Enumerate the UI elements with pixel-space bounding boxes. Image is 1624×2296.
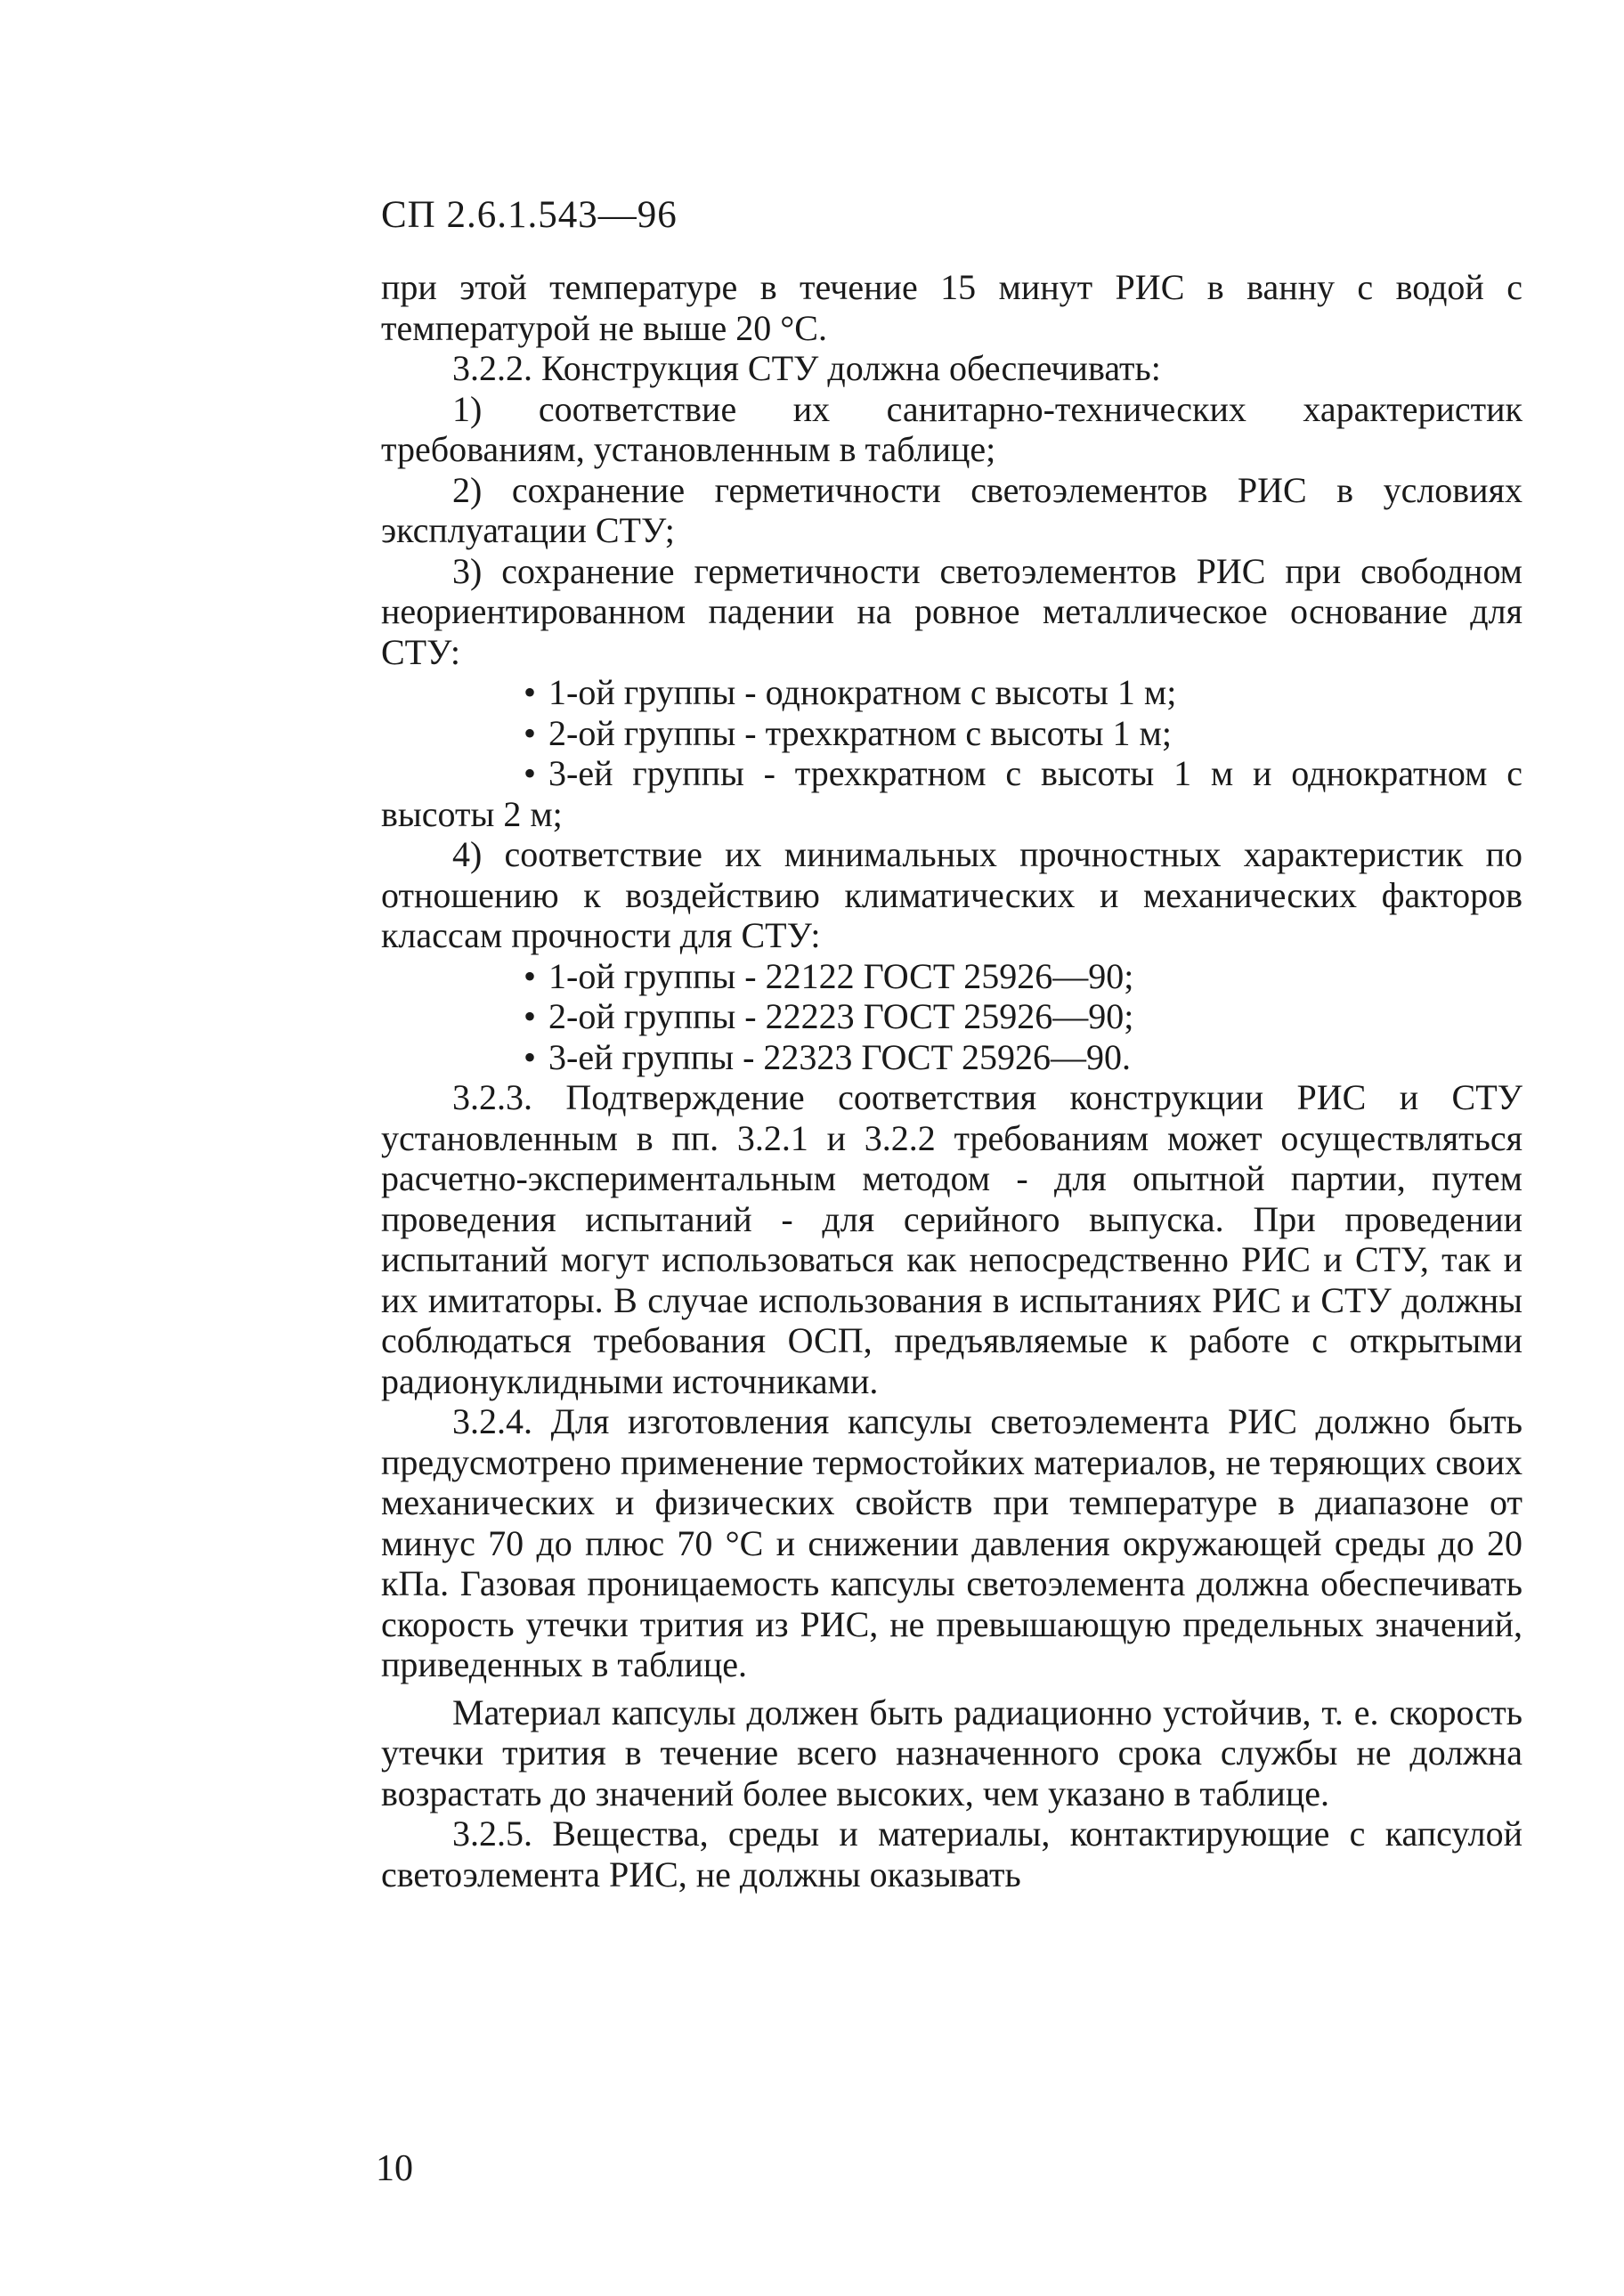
- bullet-icon: •: [524, 672, 537, 712]
- bullet-item: [381, 713, 1522, 754]
- bullet-item: [381, 956, 1522, 997]
- bullet-text: 1-ой группы - 22122 ГОСТ 25926—90;: [548, 955, 1134, 996]
- body-text: [381, 267, 1522, 1894]
- bullet-icon: •: [524, 1036, 537, 1077]
- bullet-icon: •: [524, 955, 537, 996]
- bullet-text: 3-ей группы - 22323 ГОСТ 25926—90.: [548, 1036, 1131, 1077]
- list-item-4: 4) соответствие их минимальных прочностных характеристик по отношению к воздействию климатических и механических факторов классам прочности для СТУ:: [381, 834, 1522, 955]
- paragraph-3-2-2: 3.2.2. Конструкция СТУ должна обеспечивать:: [452, 348, 1161, 388]
- bullet-item: [381, 672, 1522, 713]
- page-header: СП 2.6.1.543—96: [381, 194, 678, 236]
- bullet-text: 3-ей группы - трехкратном с высоты 1 м и однократном с высоты 2 м;: [381, 753, 1522, 834]
- bullet-item: [381, 1037, 1522, 1078]
- paragraph-3-2-5: 3.2.5. Вещества, среды и материалы, контактирующие с капсулой светоэлемента РИС, не должны оказывать: [381, 1813, 1522, 1894]
- list-item-3: 3) сохранение герметичности светоэлементов РИС при свободном неориентированном падении на ровное металлическое основание для СТУ:: [381, 550, 1522, 672]
- list-item-2: 2) сохранение герметичности светоэлементов РИС в условиях эксплуатации СТУ;: [381, 469, 1522, 550]
- paragraph-continuation: при этой температуре в течение 15 минут РИС в ванну с водой с температурой не выше 20 °С.: [381, 267, 1522, 348]
- list-item-1: 1) соответствие их санитарно-технических характеристик требованиям, установленным в таблице;: [381, 388, 1522, 469]
- bullet-icon: •: [524, 712, 537, 753]
- bullet-item: [381, 753, 1522, 834]
- paragraph-3-2-4: 3.2.4. Для изготовления капсулы светоэлемента РИС должно быть предусмотрено применение термостойких материалов, не теряющих своих механических и физических свойств при температуре в диапазоне от минус 70 до плюс 70 °С и снижении давления окружающей среды до 20 кПа. Газовая проницаемость капсулы светоэлемента должна обеспечивать скорость утечки трития из РИС, не превышающую предельных значений, приведенных в таблице.: [381, 1401, 1522, 1684]
- paragraph-3-2-3: 3.2.3. Подтверждение соответствия конструкции РИС и СТУ установленным в пп. 3.2.1 и 3.2.2 требованиям может осуществляться расчетно-экспериментальным методом - для опытной партии, путем проведения испытаний - для серийного выпуска. При проведении испытаний могут использоваться как непосредственно РИС и СТУ, так и их имитаторы. В случае использования в испытаниях РИС и СТУ должны соблюдаться требования ОСП, предъявляемые к работе с открытыми радионуклидными источниками.: [381, 1077, 1522, 1401]
- paragraph-capsule-material: Материал капсулы должен быть радиационно устойчив, т. е. скорость утечки трития в течение всего назначенного срока службы не должна возрастать до значений более высоких, чем указано в таблице.: [381, 1692, 1522, 1813]
- page-number: 10: [376, 2148, 413, 2189]
- bullet-icon: •: [524, 753, 537, 793]
- bullet-item: [381, 996, 1522, 1037]
- bullet-text: 2-ой группы - трехкратном с высоты 1 м;: [548, 712, 1172, 753]
- bullet-icon: •: [524, 996, 537, 1036]
- bullet-text: 2-ой группы - 22223 ГОСТ 25926—90;: [548, 996, 1134, 1036]
- bullet-text: 1-ой группы - однократном с высоты 1 м;: [548, 672, 1177, 712]
